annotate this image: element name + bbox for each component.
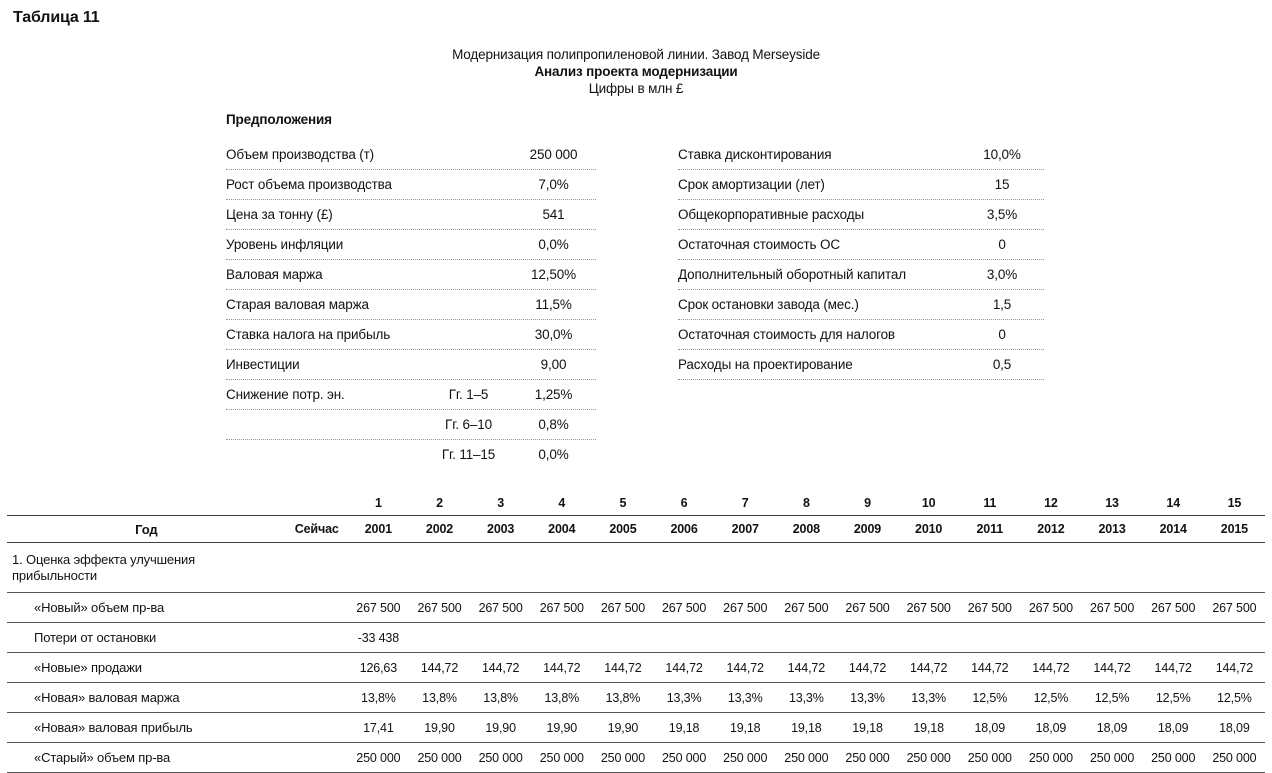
assumption-value: 10,0% bbox=[983, 147, 1021, 162]
table-row bbox=[7, 683, 1265, 713]
value-cell bbox=[898, 623, 959, 653]
period-number-cell: 14 bbox=[1166, 496, 1180, 510]
value-cell: 250 000 bbox=[478, 750, 523, 765]
year-header-cell: 2015 bbox=[1220, 522, 1248, 536]
assumption-value: 0,5 bbox=[992, 357, 1012, 372]
assumption-label: Уровень инфляции bbox=[226, 237, 344, 252]
row-label: «Новая» валовая маржа bbox=[34, 690, 180, 705]
projection-table-grid bbox=[7, 479, 1265, 773]
value-cell: 13,3% bbox=[911, 690, 946, 705]
assumption-value: 1,5 bbox=[992, 297, 1012, 312]
assumption-value: 1,25% bbox=[534, 387, 573, 402]
assumption-row bbox=[678, 260, 1044, 290]
value-cell: 144,72 bbox=[543, 660, 581, 675]
assumptions-right-table bbox=[678, 140, 1044, 380]
period-number-cell: 8 bbox=[802, 496, 810, 510]
value-cell: 250 000 bbox=[600, 750, 645, 765]
period-number-cell: 12 bbox=[1044, 496, 1058, 510]
year-header-cell: 2008 bbox=[792, 522, 820, 536]
period-number-cell: 7 bbox=[741, 496, 749, 510]
year-header-cell: 2014 bbox=[1159, 522, 1187, 536]
now-value-cell bbox=[286, 653, 348, 683]
value-cell: 19,18 bbox=[729, 720, 761, 735]
assumption-row bbox=[678, 140, 1044, 170]
value-cell: 267 500 bbox=[478, 600, 523, 615]
assumption-value: 30,0% bbox=[534, 327, 573, 342]
assumption-value: 3,0% bbox=[986, 267, 1018, 282]
period-number-spacer bbox=[7, 479, 286, 516]
value-cell: 250 000 bbox=[1212, 750, 1257, 765]
assumption-row bbox=[226, 440, 596, 469]
value-cell: 250 000 bbox=[1028, 750, 1073, 765]
value-cell: 144,72 bbox=[1215, 660, 1254, 675]
assumption-value: 11,5% bbox=[535, 297, 572, 312]
value-cell: 144,72 bbox=[848, 660, 887, 675]
value-cell: 144,72 bbox=[971, 660, 1009, 675]
value-cell: 19,90 bbox=[424, 720, 455, 735]
period-number-cell: 15 bbox=[1227, 496, 1242, 510]
table-row bbox=[7, 653, 1265, 683]
report-title: Модернизация полипропиленовой линии. Завод Merseyside bbox=[452, 47, 820, 62]
year-header-cell: 2006 bbox=[670, 522, 698, 536]
section-cell bbox=[7, 543, 1265, 593]
value-cell: 144,72 bbox=[787, 660, 826, 675]
value-cell bbox=[837, 623, 898, 653]
value-cell bbox=[1081, 623, 1142, 653]
value-cell bbox=[1020, 623, 1081, 653]
assumption-value: 3,5% bbox=[986, 207, 1018, 222]
value-cell: 267 500 bbox=[784, 600, 829, 615]
assumption-value: 9,00 bbox=[540, 357, 567, 372]
report-title-block bbox=[0, 46, 1272, 97]
value-cell bbox=[592, 623, 653, 653]
assumption-row bbox=[226, 140, 596, 170]
row-label: «Новые» продажи bbox=[34, 660, 142, 675]
period-number-cell: 13 bbox=[1105, 496, 1119, 510]
table-row bbox=[7, 713, 1265, 743]
assumption-row bbox=[226, 350, 596, 380]
value-cell: 13,8% bbox=[422, 690, 457, 705]
assumption-value: 0,0% bbox=[538, 447, 569, 462]
table-row bbox=[7, 743, 1265, 773]
assumption-row bbox=[226, 290, 596, 320]
section-row bbox=[7, 543, 1265, 593]
assumption-period-label: Гг. 6–10 bbox=[445, 417, 492, 432]
assumption-value: 12,50% bbox=[531, 267, 576, 282]
assumption-label: Расходы на проектирование bbox=[678, 357, 853, 372]
assumption-period-label: Гг. 11–15 bbox=[441, 447, 496, 462]
value-cell: 144,72 bbox=[604, 660, 642, 675]
value-cell: 267 500 bbox=[1089, 600, 1135, 615]
value-cell: 17,41 bbox=[363, 720, 394, 735]
value-cell: 12,5% bbox=[1033, 690, 1069, 705]
table-row bbox=[7, 593, 1265, 623]
period-number-cell: 5 bbox=[619, 496, 627, 510]
year-header-cell: 2002 bbox=[425, 522, 454, 536]
table-row bbox=[7, 623, 1265, 653]
section-title: 1. Оценка эффекта улучшения прибыльности bbox=[12, 551, 195, 583]
value-cell: 13,8% bbox=[605, 690, 641, 705]
assumption-value: 541 bbox=[542, 207, 565, 222]
assumption-row bbox=[678, 350, 1044, 380]
year-header-cell: 2009 bbox=[853, 522, 882, 536]
table-label: Таблица 11 bbox=[13, 9, 100, 26]
assumption-value: 0 bbox=[998, 237, 1006, 252]
value-cell: 250 000 bbox=[662, 750, 707, 765]
value-cell: 18,09 bbox=[1096, 720, 1128, 735]
assumption-row bbox=[678, 230, 1044, 260]
value-cell: 267 500 bbox=[723, 600, 768, 615]
value-cell: 12,5% bbox=[972, 690, 1008, 705]
assumption-label: Общекорпоративные расходы bbox=[678, 207, 865, 222]
value-cell: 267 500 bbox=[662, 600, 707, 615]
years-header-row bbox=[7, 516, 1265, 543]
assumptions-left-table bbox=[226, 112, 596, 469]
projection-table bbox=[7, 479, 1265, 773]
assumption-label: Ставка дисконтирования bbox=[678, 147, 832, 162]
value-cell: 250 000 bbox=[417, 750, 462, 765]
value-cell: 250 000 bbox=[723, 750, 768, 765]
value-cell: 250 000 bbox=[1089, 750, 1135, 765]
assumption-value: 0,8% bbox=[538, 417, 569, 432]
assumption-label: Остаточная стоимость ОС bbox=[678, 237, 840, 252]
now-value-cell bbox=[286, 623, 348, 653]
value-cell: 267 500 bbox=[417, 600, 462, 615]
value-cell: 19,18 bbox=[913, 720, 944, 735]
value-cell: 144,72 bbox=[909, 660, 948, 675]
assumption-period-label: Гг. 1–5 bbox=[448, 387, 489, 402]
period-number-cell: 9 bbox=[864, 496, 871, 510]
value-cell: 18,09 bbox=[1219, 720, 1250, 735]
value-cell bbox=[470, 623, 531, 653]
assumption-label: Срок остановки завода (мес.) bbox=[678, 297, 859, 312]
value-cell bbox=[409, 623, 470, 653]
period-number-row bbox=[7, 479, 1265, 516]
value-cell: 13,3% bbox=[850, 690, 885, 705]
value-cell bbox=[715, 623, 776, 653]
assumptions-right-rows bbox=[678, 140, 1044, 380]
assumption-label: Дополнительный оборотный капитал bbox=[678, 267, 906, 282]
assumption-label: Объем производства (т) bbox=[226, 147, 375, 162]
assumption-row bbox=[226, 410, 596, 440]
period-number-spacer bbox=[286, 479, 348, 516]
row-label: «Старый» объем пр-ва bbox=[34, 750, 171, 765]
assumption-label: Остаточная стоимость для налогов bbox=[678, 327, 895, 342]
assumption-row bbox=[226, 320, 596, 350]
value-cell: 250 000 bbox=[784, 750, 829, 765]
now-value-cell bbox=[286, 713, 348, 743]
value-cell: 13,3% bbox=[727, 690, 763, 705]
period-number-cell: 10 bbox=[921, 496, 936, 510]
period-number-cell: 1 bbox=[374, 496, 382, 510]
row-label: «Новый» объем пр-ва bbox=[34, 600, 165, 615]
period-number-cell: 6 bbox=[680, 496, 688, 510]
assumption-row bbox=[226, 200, 596, 230]
value-cell: 144,72 bbox=[1032, 660, 1070, 675]
assumption-row bbox=[226, 230, 596, 260]
year-header-cell: 2004 bbox=[548, 522, 576, 536]
value-cell: 267 500 bbox=[1212, 600, 1257, 615]
value-cell: 19,18 bbox=[791, 720, 822, 735]
period-number-cell: 4 bbox=[558, 496, 566, 510]
value-cell: 250 000 bbox=[1151, 750, 1196, 765]
assumption-row bbox=[226, 170, 596, 200]
value-cell bbox=[654, 623, 715, 653]
row-label: «Новая» валовая прибыль bbox=[34, 720, 193, 735]
assumption-value: 250 000 bbox=[529, 147, 578, 162]
assumption-label: Инвестиции bbox=[226, 357, 300, 372]
assumption-value: 7,0% bbox=[538, 177, 569, 192]
value-cell: 250 000 bbox=[967, 750, 1012, 765]
assumption-label: Срок амортизации (лет) bbox=[678, 177, 825, 192]
assumption-row bbox=[678, 290, 1044, 320]
value-cell: 267 500 bbox=[600, 600, 645, 615]
value-cell: 267 500 bbox=[1028, 600, 1073, 615]
value-cell bbox=[1143, 623, 1204, 653]
report-units: Цифры в млн £ bbox=[588, 81, 684, 96]
value-cell: 144,72 bbox=[1154, 660, 1192, 675]
report-subtitle: Анализ проекта модернизации bbox=[534, 64, 738, 79]
assumption-label: Снижение потр. эн. bbox=[226, 387, 345, 402]
year-header-cell: 2010 bbox=[915, 522, 943, 536]
value-cell: -33 438 bbox=[357, 630, 400, 645]
value-cell: 250 000 bbox=[906, 750, 951, 765]
value-cell: 250 000 bbox=[539, 750, 584, 765]
assumption-row bbox=[678, 320, 1044, 350]
value-cell: 267 500 bbox=[906, 600, 951, 615]
value-cell bbox=[1204, 623, 1265, 653]
value-cell: 19,18 bbox=[852, 720, 883, 735]
value-cell: 267 500 bbox=[845, 600, 890, 615]
year-header-cell: 2011 bbox=[976, 522, 1004, 536]
value-cell: 13,8% bbox=[544, 690, 580, 705]
now-value-cell bbox=[286, 743, 348, 773]
value-cell: 19,90 bbox=[546, 720, 578, 735]
assumptions-heading: Предположения bbox=[226, 112, 332, 127]
assumption-value: 0,0% bbox=[538, 237, 569, 252]
year-header-cell: 2001 bbox=[364, 522, 392, 536]
row-label: Потери от остановки bbox=[34, 630, 157, 645]
now-value-cell bbox=[286, 683, 348, 713]
value-cell: 267 500 bbox=[1151, 600, 1196, 615]
assumption-label: Ставка налога на прибыль bbox=[226, 327, 391, 342]
assumption-label: Старая валовая маржа bbox=[226, 297, 369, 312]
value-cell: 12,5% bbox=[1217, 690, 1252, 705]
value-cell: 13,8% bbox=[361, 690, 396, 705]
period-number-cell: 2 bbox=[436, 496, 443, 510]
now-value-cell bbox=[286, 593, 348, 623]
value-cell: 250 000 bbox=[845, 750, 890, 765]
value-cell: 267 500 bbox=[967, 600, 1012, 615]
value-cell: 267 500 bbox=[356, 600, 401, 615]
value-cell: 13,8% bbox=[483, 690, 518, 705]
assumptions-left-rows bbox=[226, 140, 596, 469]
year-header-cell: 2007 bbox=[731, 522, 759, 536]
value-cell: 19,90 bbox=[485, 720, 516, 735]
value-cell: 13,3% bbox=[666, 690, 702, 705]
year-header-cell: 2005 bbox=[609, 522, 637, 536]
assumption-value: 15 bbox=[994, 177, 1010, 192]
assumption-row bbox=[226, 260, 596, 290]
assumption-row bbox=[678, 170, 1044, 200]
assumption-value: 0 bbox=[998, 327, 1006, 342]
period-number-cell: 3 bbox=[497, 496, 505, 510]
value-cell: 250 000 bbox=[356, 750, 401, 765]
period-number-cell: 11 bbox=[983, 496, 997, 510]
value-cell bbox=[531, 623, 592, 653]
value-cell: 144,72 bbox=[726, 660, 764, 675]
value-cell: 18,09 bbox=[1157, 720, 1189, 735]
value-cell: 267 500 bbox=[539, 600, 584, 615]
year-header-cell: 2013 bbox=[1098, 522, 1126, 536]
now-column-header: Сейчас bbox=[294, 522, 339, 536]
value-cell: 18,09 bbox=[974, 720, 1006, 735]
value-cell: 12,5% bbox=[1155, 690, 1191, 705]
year-header-cell: 2012 bbox=[1037, 522, 1065, 536]
value-cell: 18,09 bbox=[1035, 720, 1067, 735]
year-header-cell: 2003 bbox=[487, 522, 515, 536]
assumption-label: Рост объема производства bbox=[226, 177, 392, 192]
value-cell bbox=[959, 623, 1020, 653]
assumption-row bbox=[226, 380, 596, 410]
year-row-label: Год bbox=[135, 521, 158, 537]
value-cell: 144,72 bbox=[1093, 660, 1131, 675]
assumption-label: Валовая маржа bbox=[226, 267, 323, 282]
value-cell: 19,90 bbox=[607, 720, 639, 735]
value-cell: 144,72 bbox=[420, 660, 459, 675]
assumption-row bbox=[678, 200, 1044, 230]
value-cell: 13,3% bbox=[789, 690, 824, 705]
assumption-label: Цена за тонну (£) bbox=[226, 207, 333, 222]
value-cell: 12,5% bbox=[1094, 690, 1130, 705]
value-cell: 144,72 bbox=[481, 660, 520, 675]
value-cell: 19,18 bbox=[668, 720, 700, 735]
value-cell bbox=[776, 623, 837, 653]
value-cell: 144,72 bbox=[665, 660, 703, 675]
value-cell: 126,63 bbox=[359, 660, 398, 675]
